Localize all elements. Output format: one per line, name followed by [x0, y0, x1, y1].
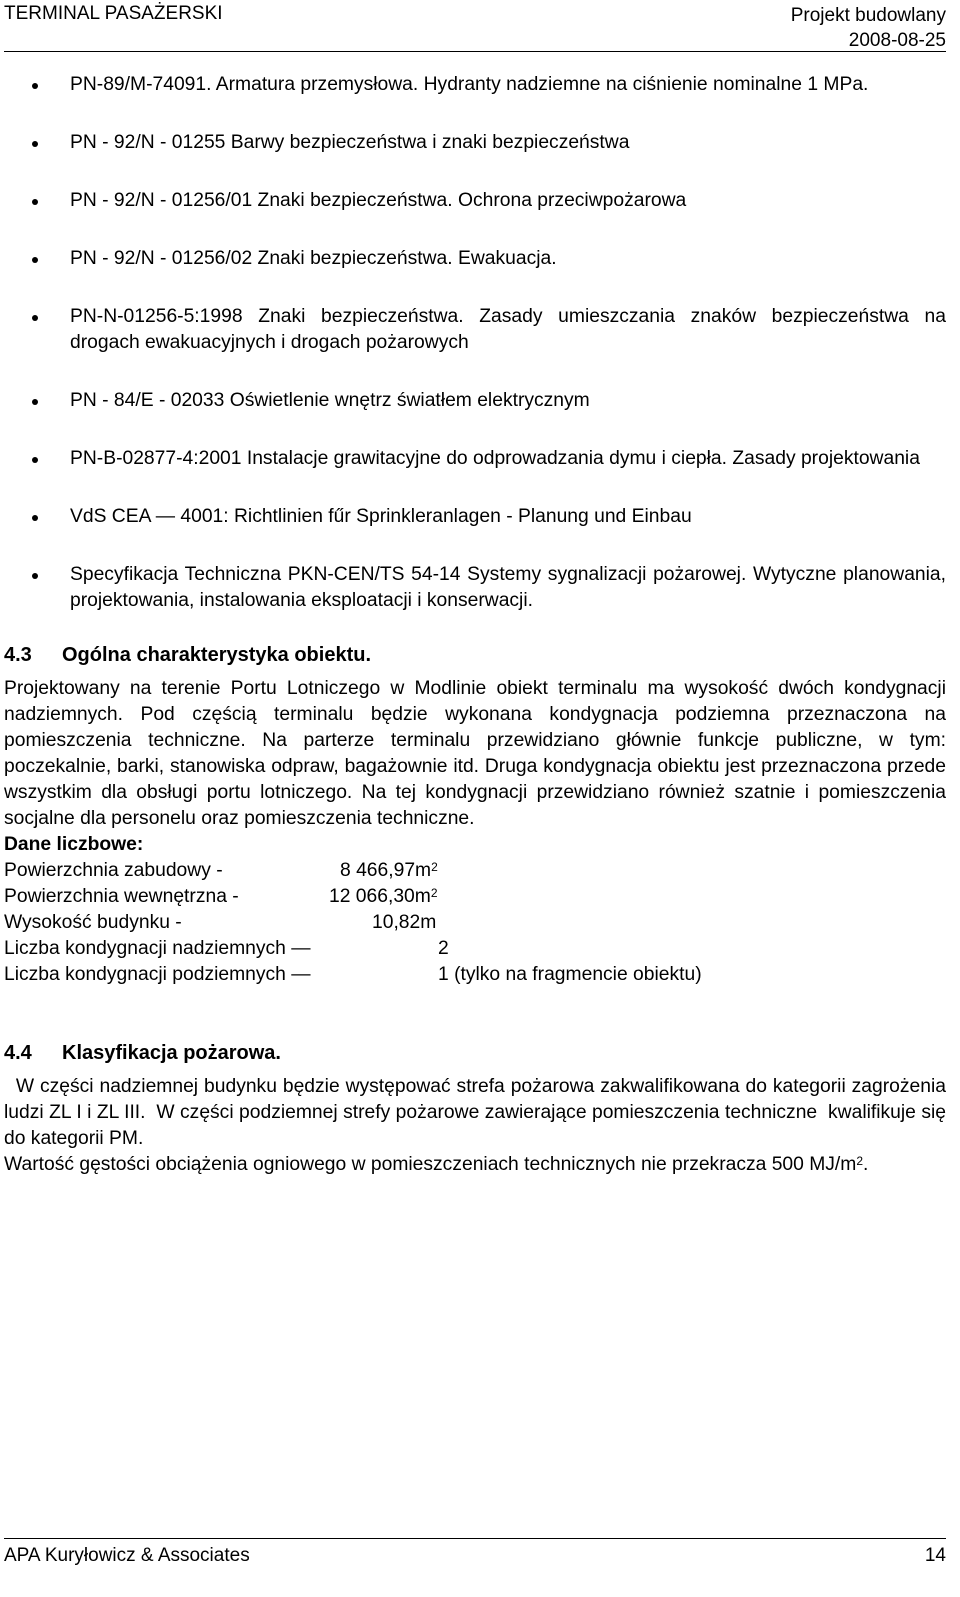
bullet-icon: [32, 573, 38, 579]
list-item: PN-89/M-74091. Armatura przemysłowa. Hydranty nadziemne na ciśnienie nominalne 1 MPa.: [4, 72, 946, 98]
section-body-4-3: Projektowany na terenie Portu Lotniczego w Modlinie obiekt terminalu ma wysokość dwóch kondygnacji nadziemnych. Pod częścią terminalu będzie wykonana kondygnacja podziemna przeznaczona na pomieszczenia techniczne. Na parterze terminalu przewidziano głównie funkcje publiczne, w tym: poczekalnie, barki, stanowiska odpraw, bagażownie itd. Druga kondygnacja obiektu jest przeznaczona przede wszystkim dla obsługi portu lotniczego. Na tej kondygnacji przewidziano również szatnie i pomieszczenia socjalne dla personelu oraz pomieszczenia techniczne.: [4, 678, 946, 829]
dane-row-kond-nadziemnych: Liczba kondygnacji nadziemnych — 2: [4, 938, 449, 959]
list-item: PN-N-01256-5:1998 Znaki bezpieczeństwa. Zasady umieszczania znaków bezpieczeństwa na drogach ewakuacyjnych i drogach pożarowych: [4, 304, 946, 356]
document-title: TERMINAL PASAŻERSKI: [4, 3, 223, 24]
list-item: PN - 92/N - 01256/01 Znaki bezpieczeństwa. Ochrona przeciwpożarowa: [4, 188, 946, 214]
bullet-icon: [32, 399, 38, 405]
list-item: PN - 84/E - 02033 Oświetlenie wnętrz światłem elektrycznym: [4, 388, 946, 414]
list-item: PN - 92/N - 01255 Barwy bezpieczeństwa i znaki bezpieczeństwa: [4, 130, 946, 156]
bullet-icon: [32, 515, 38, 521]
section-heading-4-4: 4.4 Klasyfikacja pożarowa.: [4, 1042, 281, 1064]
bullet-icon: [32, 315, 38, 321]
dane-row-kond-podziemnych: Liczba kondygnacji podziemnych — 1 (tylko na fragmencie obiektu): [4, 964, 702, 985]
dane-row-wewnetrzna: Powierzchnia wewnętrzna - 12 $066,30m^2$: [4, 886, 438, 907]
section-heading-4-3: 4.3 Ogólna charakterystyka obiektu.: [4, 644, 372, 666]
list-item: VdS CEA — 4001: Richtlinien fűr Sprinkleranlagen - Planung und Einbau: [4, 504, 946, 530]
section-body-4-4-fire-load: Wartość gęstości obciążenia ogniowego w pomieszczeniach technicznych nie przekracza 500 $MJ/m^2$.: [4, 1154, 869, 1175]
page-footer: [4, 1538, 946, 1578]
list-item: PN - 92/N - 01256/02 Znaki bezpieczeństwa. Ewakuacja.: [4, 246, 946, 272]
bullet-icon: [32, 457, 38, 463]
dane-row-zabudowy: Powierzchnia zabudowy - 8 $466,97m^2$: [4, 860, 438, 881]
bullet-icon: [32, 141, 38, 147]
standards-list: [4, 72, 946, 614]
list-item: Specyfikacja Techniczna PKN-CEN/TS 54-14 Systemy sygnalizacji pożarowej. Wytyczne planowania, projektowania, instalowania eksploatacji i konserwacji.: [4, 562, 946, 614]
document-date: 2008-08-25: [848, 30, 946, 51]
section-body-4-4: W części nadziemnej budynku będzie występować strefa pożarowa zakwalifikowana do kategorii zagrożenia ludzi ZL I i ZL III. W części podziemnej strefy pożarowe zawierające pomieszczenia techniczne kwalifikuje się do kategorii PM.: [4, 1076, 952, 1149]
dane-row-wysokosc: Wysokość budynku - 10,82m: [4, 912, 437, 933]
bullet-icon: [32, 257, 38, 263]
company-name: APA Kuryłowicz & Associates: [4, 1545, 250, 1566]
list-item: PN-B-02877-4:2001 Instalacje grawitacyjne do odprowadzania dymu i ciepła. Zasady projektowania: [4, 446, 946, 472]
header-meta: [791, 3, 946, 53]
page-number: 14: [924, 1545, 946, 1566]
bullet-icon: [32, 83, 38, 89]
bullet-icon: [32, 199, 38, 205]
page-header: [4, 0, 946, 52]
page-content: [4, 72, 952, 1178]
dane-heading: Dane liczbowe:: [4, 834, 144, 855]
project-type: Projekt budowlany: [790, 5, 946, 26]
